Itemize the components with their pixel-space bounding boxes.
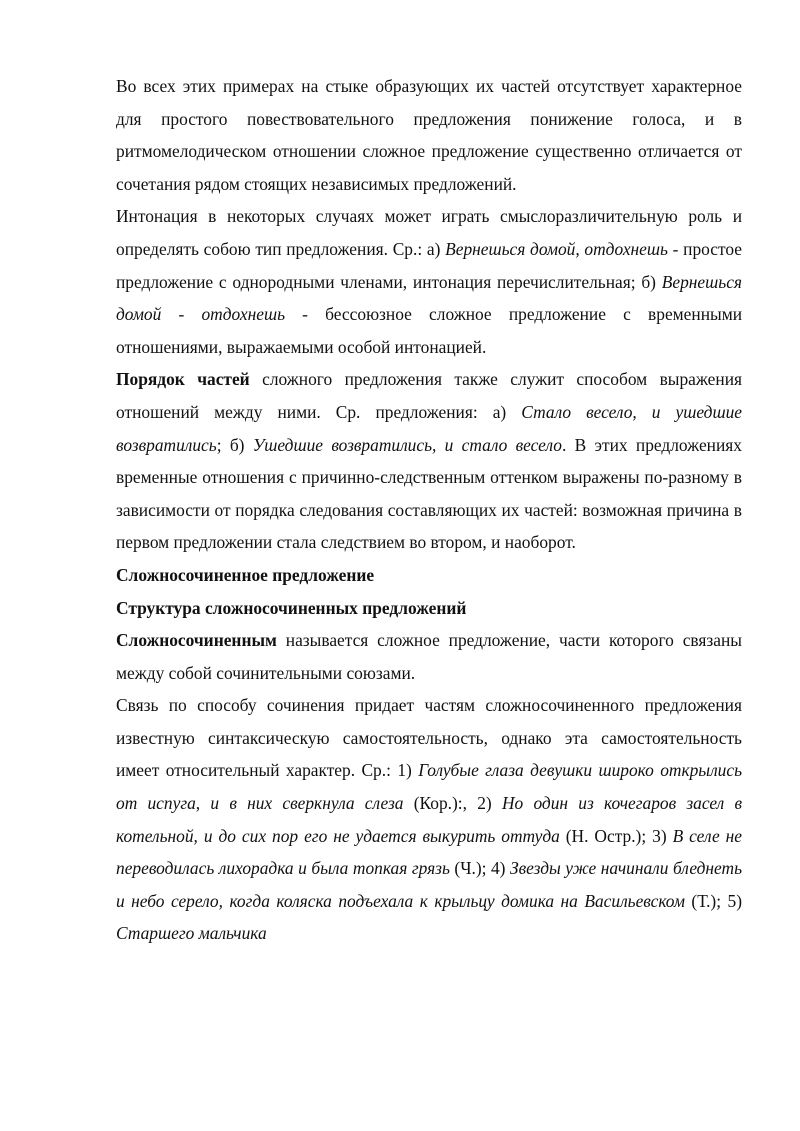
- text-run: Структура сложносочиненных предложений: [116, 597, 467, 618]
- italic-example-text: Вернешься домой - отдохнешь: [116, 271, 742, 325]
- italic-example-text: Вернешься домой, отдохнешь: [445, 238, 668, 259]
- text-run: Связь по способу сочинения придает частям сложносочиненного предложения известную синтаксическую самостоятельность, однако эта самостоятельность имеет относительный характер. Ср.: 1): [116, 695, 742, 781]
- text-run: Во всех этих примерах на стыке образующих их частей отсутствует характерное для простого повествовательного предложения понижение голоса, и в ритмомелодическом отношении сложное предложение существенно отличается от сочетания рядом стоящих независимых предложений.: [116, 76, 742, 194]
- body-paragraph: [116, 70, 742, 200]
- text-run: - бессоюзное сложное предложение с временными отношениями, выражаемыми особой интонацией.: [116, 304, 743, 357]
- bold-term-text: Сложносочиненным: [116, 630, 277, 651]
- body-paragraph: [116, 363, 742, 559]
- text-run: Интонация в некоторых случаях может играть смыслоразличительную роль и определять собою тип предложения. Ср.: а): [116, 206, 742, 259]
- section-heading: [116, 559, 742, 592]
- text-run: сложного предложения также служит способом выражения отношений между ними. Ср. предложения: а): [116, 369, 742, 422]
- text-run: (Н. Остр.); 3): [559, 825, 673, 846]
- body-paragraph: [116, 624, 742, 689]
- italic-example-text: Стало весело, и ушедшие возвратились: [116, 401, 742, 455]
- italic-example-text: Ушедшие возвратились, и стало весело: [252, 434, 562, 455]
- document-page: [116, 70, 742, 950]
- italic-example-text: Звезды уже начинали бледнеть и небо серело, когда коляска подъехала к крыльцу домика на Васильевском: [116, 858, 742, 911]
- italic-example-text: Но один из кочегаров засел в котельной, и до сих пор его не удается выкурить оттуда: [116, 793, 742, 846]
- text-run: называется сложное предложение, части которого связаны между собой сочинительными союзами.: [116, 630, 742, 683]
- text-run: . В этих предложениях временные отношения с причинно-следственным оттенком выражены по-разному в зависимости от порядка следования составляющих их частей: возможная причина в первом предложении стала следствием во втором, и наоборот.: [116, 434, 742, 553]
- italic-example-text: Старшего мальчика: [116, 923, 267, 944]
- text-run: (Ч.); 4): [449, 858, 510, 879]
- bold-term-text: Порядок частей: [116, 369, 250, 390]
- text-run: (Т.); 5): [684, 890, 742, 911]
- italic-example-text: В селе не переводилась лихорадка и была топкая грязь: [116, 825, 742, 879]
- section-heading: [116, 592, 742, 625]
- body-paragraph: [116, 689, 742, 950]
- italic-example-text: Голубые глаза девушки широко открылись от испуга, и в них сверкнула слеза: [116, 760, 742, 814]
- text-run: ; б): [216, 434, 253, 455]
- text-run: - простое предложение с однородными членами, интонация перечислительная; б): [116, 238, 742, 292]
- text-run: (Кор.):, 2): [403, 793, 502, 814]
- text-run: Сложносочиненное предложение: [116, 564, 375, 585]
- body-paragraph: [116, 200, 742, 363]
